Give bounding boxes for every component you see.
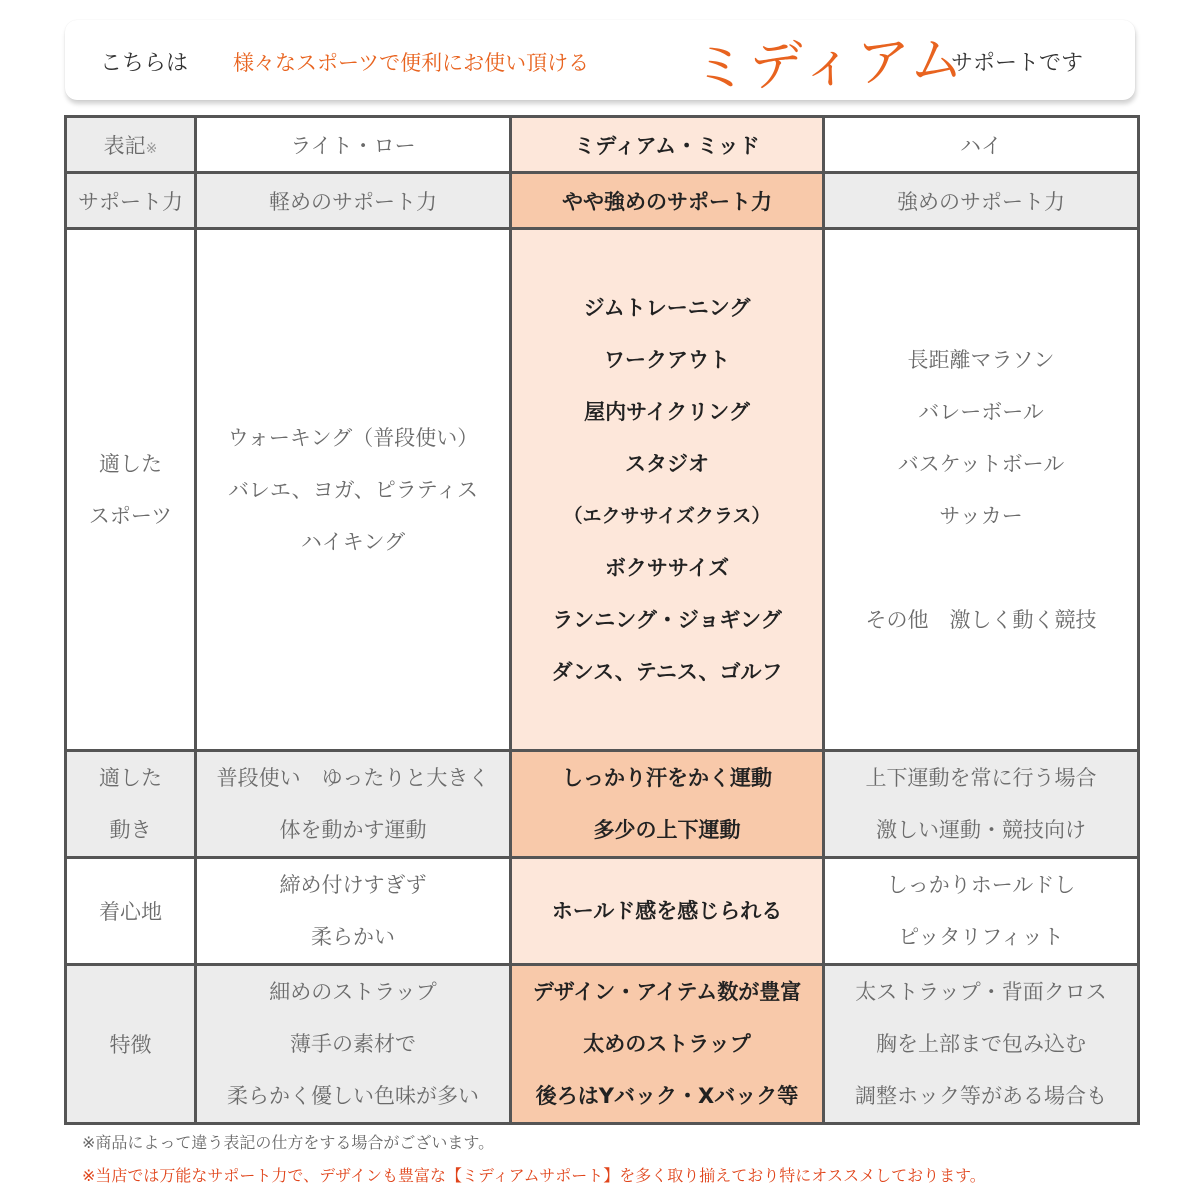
list-item: ボクササイズ	[604, 555, 730, 580]
features-high	[824, 965, 1139, 1124]
list-item: ウォーキング（普段使い）	[227, 425, 479, 450]
banner-middle: 様々なスポーツで便利にお使い頂ける	[233, 51, 590, 75]
support-high: 強めのサポート力	[824, 173, 1139, 229]
list-item: 普段使い ゆったりと大きく	[216, 766, 490, 790]
list-item: 後ろはYバック・Xバック等	[535, 1084, 799, 1108]
sports-medium	[511, 229, 824, 751]
list-item: 薄手の素材で	[290, 1032, 416, 1056]
sports-high	[824, 229, 1139, 751]
list-item: ハイキング	[300, 529, 406, 554]
list-item: ダンス、テニス、ゴルフ	[551, 659, 783, 684]
list-item: しっかりホールドし	[886, 873, 1076, 897]
features-label: 特徴	[66, 965, 196, 1124]
header-medium: ミディアム・ミッド	[511, 117, 824, 173]
movement-row	[66, 751, 1139, 858]
support-medium: やや強めのサポート力	[511, 173, 824, 229]
banner-highlight: ミディアム	[692, 27, 966, 100]
movement-light	[196, 751, 511, 858]
list-item: （エクササイズクラス）	[563, 504, 771, 527]
comfort-high	[824, 858, 1139, 965]
list-item: 屋内サイクリング	[584, 399, 750, 424]
banner-suffix: サポートです	[951, 51, 1084, 76]
intro-banner	[65, 20, 1135, 100]
list-item: サッカー	[939, 503, 1023, 528]
list-item: バレーボール	[918, 399, 1044, 424]
movement-medium	[511, 751, 824, 858]
comfort-light	[196, 858, 511, 965]
movement-label	[66, 751, 196, 858]
footnote-recommendation: ※当店では万能なサポート力で、デザインも豊富な【ミディアムサポート】を多く取り揃えており特にオススメしております。	[82, 1166, 986, 1185]
list-item: ホールド感を感じられる	[551, 899, 783, 923]
support-light: 軽めのサポート力	[196, 173, 511, 229]
movement-label-line: 動き	[109, 818, 152, 842]
header-label-cell	[66, 117, 196, 173]
header-label: 表記	[103, 133, 146, 158]
movement-high	[824, 751, 1139, 858]
list-item: 柔らかい	[311, 925, 395, 949]
comfort-label: 着心地	[66, 858, 196, 965]
comfort-row	[66, 858, 1139, 965]
list-item: 柔らかく優しい色味が多い	[227, 1084, 479, 1108]
list-item: 長距離マラソン	[907, 347, 1055, 372]
list-item: しっかり汗をかく運動	[562, 766, 772, 790]
list-item: ワークアウト	[604, 347, 730, 372]
footnote-general: ※商品によって違う表記の仕方をする場合がございます。	[82, 1133, 495, 1152]
list-item: バレエ、ヨガ、ピラティス	[227, 477, 479, 502]
list-item: 体を動かす運動	[279, 818, 427, 842]
list-item: スタジオ	[625, 451, 709, 476]
list-item: デザイン・アイテム数が豊富	[532, 980, 802, 1004]
list-item: 上下運動を常に行う場合	[865, 766, 1097, 790]
list-item: 胸を上部まで包み込む	[876, 1032, 1086, 1056]
sports-label-line: 適した	[99, 451, 162, 476]
features-light	[196, 965, 511, 1124]
support-comparison-table	[64, 115, 1140, 1125]
header-row	[66, 117, 1139, 173]
list-item: バスケットボール	[897, 451, 1065, 476]
list-item: ランニング・ジョギング	[552, 607, 782, 632]
list-item: 太めのストラップ	[583, 1032, 751, 1056]
header-high: ハイ	[824, 117, 1139, 173]
list-item: 多少の上下運動	[593, 818, 741, 842]
list-item: 太ストラップ・背面クロス	[855, 980, 1107, 1004]
banner-prefix: こちらは	[100, 51, 189, 76]
sports-light	[196, 229, 511, 751]
sports-row	[66, 229, 1139, 751]
list-item: ピッタリフィット	[898, 925, 1064, 949]
header-label-mark: ※	[145, 140, 158, 157]
sports-label	[66, 229, 196, 751]
support-label: サポート力	[66, 173, 196, 229]
list-item: 細めのストラップ	[269, 980, 437, 1004]
list-item: 締め付けすぎず	[279, 873, 427, 897]
features-row	[66, 965, 1139, 1124]
list-item-spacer	[825, 542, 1137, 594]
comfort-medium	[511, 858, 824, 965]
features-medium	[511, 965, 824, 1124]
list-item: 激しい運動・競技向け	[876, 818, 1086, 842]
sports-label-line: スポーツ	[88, 503, 173, 528]
list-item: ジムトレーニング	[583, 295, 751, 320]
list-item: 調整ホック等がある場合も	[855, 1084, 1107, 1108]
movement-label-line: 適した	[99, 766, 162, 790]
header-light: ライト・ロー	[196, 117, 511, 173]
list-item: その他 激しく動く競技	[865, 607, 1097, 632]
support-row	[66, 173, 1139, 229]
